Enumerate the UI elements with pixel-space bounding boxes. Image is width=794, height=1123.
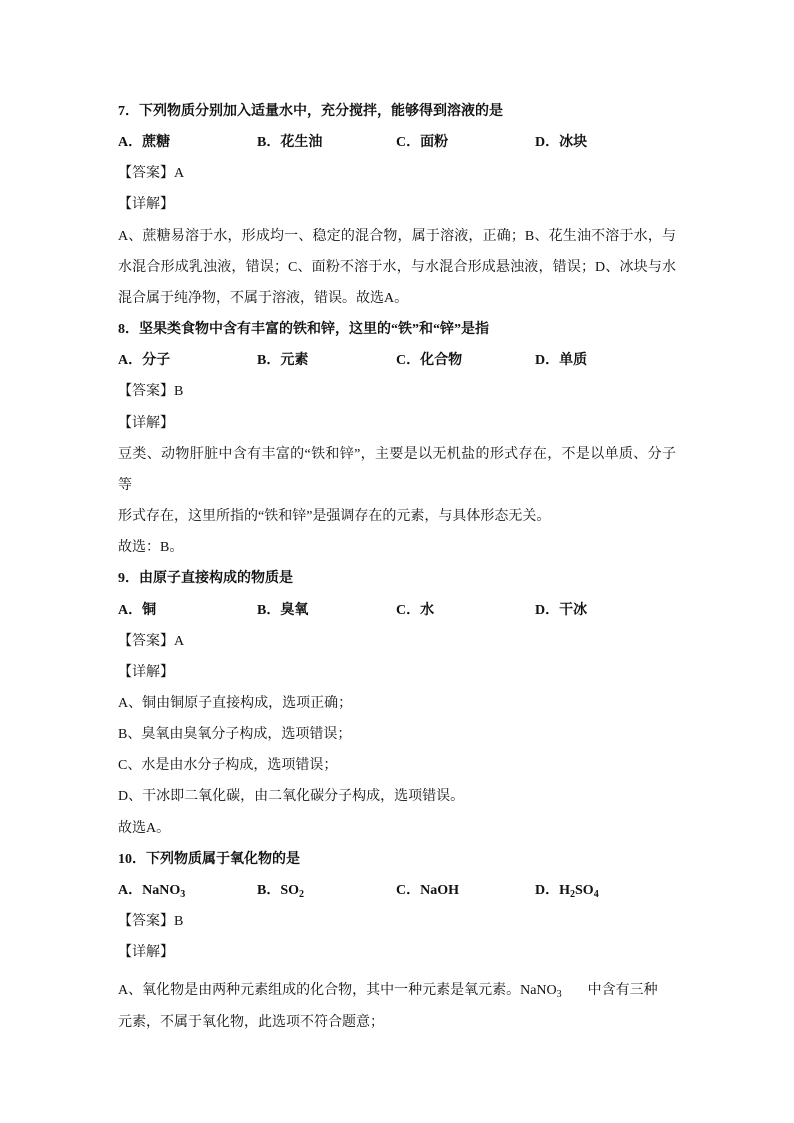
q7-detail-label: 【详解】	[118, 197, 174, 213]
q8-detail-line-2: 形式存在，这里所指的“铁和锌”是强调存在的元素，与具体形态无关。	[118, 509, 551, 525]
q10-option-c-text-0: C．NaOH	[396, 882, 459, 898]
q7-detail-line-3: 混合属于纯净物，不属于溶液，错误。故选A。	[118, 290, 409, 306]
q8-answer: 【答案】B	[118, 384, 184, 400]
q9-detail-line-1: A、铜由铜原子直接构成，选项正确；	[118, 695, 353, 711]
document-page	[118, 96, 678, 1038]
q7-option-d: D．冰块	[535, 135, 588, 151]
q10-option-d-subscript-1: 2	[570, 888, 575, 900]
q9-options	[118, 595, 678, 626]
q7-option-c: C．面粉	[396, 135, 449, 151]
q8-detail-label: 【详解】	[118, 415, 174, 431]
q9-detail-label: 【详解】	[118, 664, 174, 680]
q10-title: 10．下列物质属于氧化物的是	[118, 851, 300, 867]
q10-option-b-subscript-1: 2	[299, 888, 305, 900]
q9-detail-line-3: C、水是由水分子构成，选项错误；	[118, 758, 338, 774]
q10-option-c	[396, 875, 535, 906]
q10-option-a	[118, 875, 257, 906]
q7-title: 7．下列物质分别加入适量水中，充分搅拌，能够得到溶液的是	[118, 104, 503, 119]
q8-title: 8．坚果类食物中含有丰富的铁和锌，这里的“铁”和“锌”是指	[118, 322, 489, 338]
q10-option-d-text-0: D．H	[535, 882, 570, 898]
q10-option-a-text-0: A．NaNO	[118, 882, 181, 898]
q10-option-d	[535, 875, 674, 906]
q10-options	[118, 875, 678, 906]
q10-option-d-text-2: SO	[575, 882, 594, 898]
q9-option-c: C．水	[396, 602, 435, 618]
q10-option-a-subscript-1: 3	[180, 888, 186, 900]
q8-options	[118, 345, 678, 376]
q10-detail-line-1-text-0: A、氧化物是由两种元素组成的化合物，其中一种元素是氧元素。NaNO	[118, 983, 557, 999]
q10-detail-line-1	[118, 975, 678, 1006]
q8-option-b: B．元素	[257, 353, 309, 369]
q9-answer: 【答案】A	[118, 633, 185, 649]
q9-option-b: B．臭氧	[257, 602, 309, 618]
q8-detail-line-3: 故选：B。	[118, 540, 184, 556]
q7-option-a: A．蔗糖	[118, 135, 171, 151]
q8-detail-line-1: 豆类、动物肝脏中含有丰富的“铁和锌”，主要是以无机盐的形式存在，不是以单质、分子等	[118, 446, 676, 493]
q7-option-b: B．花生油	[257, 135, 323, 151]
q10-option-b-text-0: B．SO	[257, 882, 300, 898]
q10-detail-line-1-subscript-1: 3	[556, 989, 562, 1001]
q8-option-c: C．化合物	[396, 353, 463, 369]
q10-option-b	[257, 875, 396, 906]
q7-answer: 【答案】A	[118, 166, 185, 182]
q9-detail-line-4: D、干冰即二氧化碳，由二氧化碳分子构成，选项错误。	[118, 789, 465, 805]
q9-detail-line-5: 故选A。	[118, 820, 171, 836]
q7-detail-line-1: A、蔗糖易溶于水，形成均一、稳定的混合物，属于溶液，正确；B、花生油不溶于水，与	[118, 228, 676, 244]
q7-detail-line-2: 水混合形成乳浊液，错误；C、面粉不溶于水，与水混合形成悬浊液，错误；D、冰块与水	[118, 259, 676, 275]
q10-detail-line-1-text-2: 中含有三种	[587, 983, 658, 999]
q10-answer: 【答案】B	[118, 914, 184, 930]
q9-option-a: A．铜	[118, 602, 157, 618]
q9-title: 9．由原子直接构成的物质是	[118, 571, 293, 587]
q8-option-d: D．单质	[535, 353, 588, 369]
q7-options	[118, 127, 678, 158]
q9-detail-line-2: B、臭氧由臭氧分子构成，选项错误；	[118, 727, 352, 743]
q10-detail-line-2: 元素，不属于氧化物，此选项不符合题意；	[118, 1014, 384, 1030]
q9-option-d: D．干冰	[535, 602, 588, 618]
q8-option-a: A．分子	[118, 353, 171, 369]
q10-detail-label: 【详解】	[118, 945, 174, 961]
q10-option-d-subscript-3: 4	[593, 888, 599, 900]
